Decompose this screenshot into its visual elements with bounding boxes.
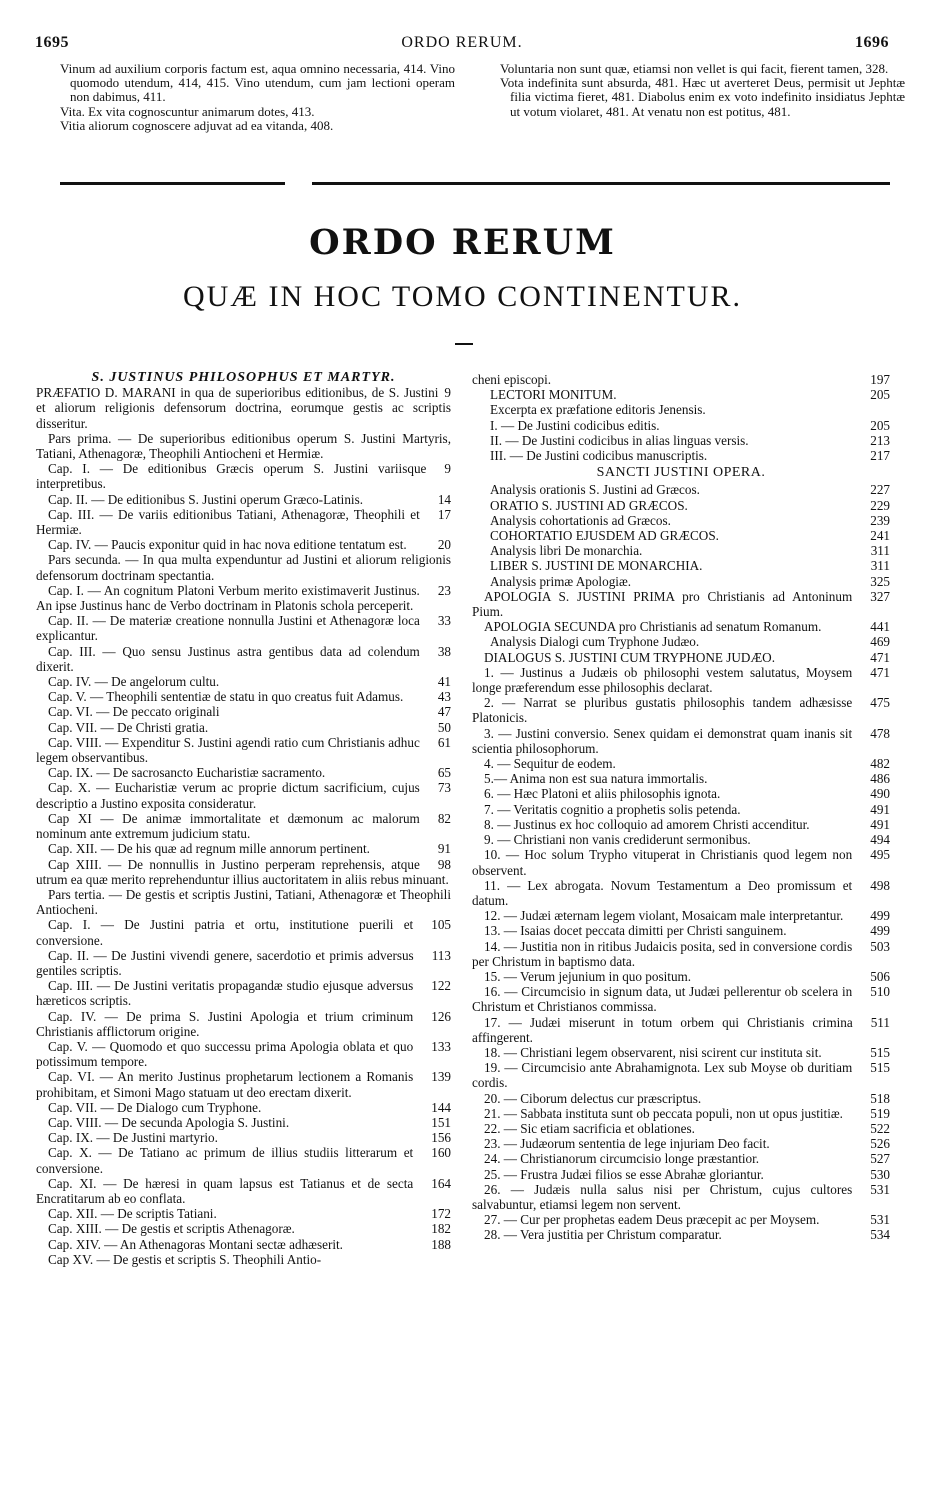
toc-page-number: 241 bbox=[870, 528, 890, 544]
page-subtitle: QUÆ IN HOC TOMO CONTINENTUR. bbox=[182, 280, 743, 313]
toc-entry-text: Cap XV. — De gestis et scriptis S. Theophili Antio- bbox=[48, 1251, 322, 1267]
toc-entry-text: Cap. VII. — De Christi gratia. bbox=[48, 719, 209, 735]
toc-entry bbox=[472, 695, 890, 725]
toc-entry-text: Pars tertia. — De gestis et scriptis Justini, Tatiani, Athenagoræ et Theophili Antiocheni. bbox=[36, 886, 451, 918]
toc-entry bbox=[472, 923, 890, 938]
toc-entry bbox=[36, 704, 451, 719]
toc-entry bbox=[36, 917, 451, 947]
toc-entry-text: Cap. VI. — De peccato originali bbox=[48, 704, 220, 720]
toc-right-column bbox=[472, 372, 890, 1243]
toc-entry bbox=[36, 1221, 451, 1236]
toc-entry bbox=[36, 1145, 451, 1175]
toc-page-number: 475 bbox=[870, 695, 890, 711]
toc-page-number: 482 bbox=[870, 756, 890, 772]
divider-rule-long bbox=[312, 182, 890, 185]
toc-entry-text: Cap. VIII. — Expenditur S. Justini agendi ratio cum Christianis adhuc legem observantibus. bbox=[36, 734, 420, 766]
toc-page-number: 50 bbox=[437, 719, 451, 735]
toc-entry bbox=[472, 650, 890, 665]
index-entry: Voluntaria non sunt quæ, etiamsi non vellet is qui facit, fierent tamen, 328. bbox=[500, 61, 889, 76]
toc-entry bbox=[472, 1045, 890, 1060]
toc-page-number: 531 bbox=[870, 1212, 890, 1228]
toc-entry-text: III. — De Justini codicibus manuscriptis. bbox=[490, 448, 708, 464]
toc-entry-text: Cap. VI. — An merito Justinus prophetarum lectionem a Romanis prohibitam, et Simoni Mago statuam ut deo erectam dixerit. bbox=[36, 1069, 414, 1100]
toc-page-number: 486 bbox=[870, 771, 890, 787]
toc-page-number: 172 bbox=[431, 1206, 451, 1222]
page-title: ORDO RERUM bbox=[309, 222, 616, 263]
toc-entry bbox=[472, 1106, 890, 1121]
toc-page-number: 23 bbox=[437, 582, 451, 598]
toc-entry-text: 17. — Judæi miserunt in totum orbem qui Christianis crimina affingerent. bbox=[472, 1014, 853, 1045]
toc-page-number: 227 bbox=[870, 482, 890, 498]
toc-page-number: 471 bbox=[870, 664, 890, 680]
index-entry: Vinum ad auxilium corporis factum est, aqua omnino necessaria, 414. Vino quomodo utendum, 414, 415. Vino utendum, cum jam lectioni operam non dabimus, 411. bbox=[60, 61, 455, 105]
toc-entry bbox=[36, 385, 451, 431]
toc-entry bbox=[472, 756, 890, 771]
toc-entry bbox=[36, 1237, 451, 1252]
toc-entry-text: LECTORI MONITUM. bbox=[490, 387, 617, 403]
section-divider bbox=[60, 182, 890, 188]
toc-entry-text: Cap. III. — Quo sensu Justinus astra gentibus data ad colendum dixerit. bbox=[36, 643, 420, 674]
toc-page-number: 38 bbox=[437, 643, 451, 659]
toc-entry-text: 28. — Vera justitia per Christum comparatur. bbox=[484, 1227, 722, 1243]
toc-entry bbox=[472, 1136, 890, 1151]
toc-page-number: 156 bbox=[431, 1130, 451, 1146]
toc-page-number: 519 bbox=[870, 1105, 890, 1121]
toc-page-number: 205 bbox=[870, 417, 890, 433]
toc-entry bbox=[472, 984, 890, 1014]
toc-entry bbox=[472, 528, 890, 543]
toc-entry bbox=[472, 1060, 890, 1090]
toc-page-number: 17 bbox=[437, 506, 451, 522]
toc-entry-text: 12. — Judæi æternam legem violant, Mosaicam male interpretantur. bbox=[484, 908, 844, 924]
top-right-column bbox=[500, 62, 905, 119]
toc-entry bbox=[36, 1100, 451, 1115]
toc-entry bbox=[36, 461, 451, 491]
toc-page-number: 498 bbox=[870, 877, 890, 893]
toc-page-number: 9 bbox=[444, 461, 451, 477]
toc-entry bbox=[472, 448, 890, 463]
toc-page-number: 160 bbox=[431, 1145, 451, 1161]
toc-page-number: 98 bbox=[437, 856, 451, 872]
top-left-column bbox=[60, 62, 455, 133]
toc-page-number: 151 bbox=[431, 1114, 451, 1130]
toc-page-number: 526 bbox=[870, 1136, 890, 1152]
toc-entry bbox=[36, 1130, 451, 1145]
toc-page-number: 205 bbox=[870, 387, 890, 403]
toc-entry-text: 5.— Anima non est sua natura immortalis. bbox=[484, 771, 708, 787]
toc-entry-text: 6. — Hæc Platoni et aliis philosophis ignota. bbox=[484, 786, 721, 802]
toc-entry bbox=[472, 433, 890, 448]
toc-entry bbox=[472, 726, 890, 756]
toc-entry bbox=[472, 402, 890, 417]
toc-page-number: 495 bbox=[870, 847, 890, 863]
toc-entry-text: Cap. XII. — De his quæ ad regnum mille annorum pertinent. bbox=[48, 841, 370, 857]
toc-entry-text: Cap. I. — De editionibus Græcis operum S. Justini variisque interpretibus. bbox=[36, 461, 427, 492]
toc-entry-text: Cap. VIII. — De secunda Apologia S. Justini. bbox=[48, 1114, 290, 1130]
toc-entry-text: Cap. IV. — Paucis exponitur quid in hac nova editione tentatum est. bbox=[48, 537, 407, 553]
toc-page-number: 182 bbox=[431, 1221, 451, 1237]
toc-entry-text: Analysis orationis S. Justini ad Græcos. bbox=[490, 482, 700, 498]
toc-entry bbox=[472, 1212, 890, 1227]
toc-entry-text: Analysis libri De monarchia. bbox=[490, 543, 643, 559]
toc-entry-text: Cap. IV. — De prima S. Justini Apologia et trium criminum Christianis afflictorum origine. bbox=[36, 1008, 414, 1039]
toc-page-number: 213 bbox=[870, 432, 890, 448]
toc-entry-text: Analysis cohortationis ad Græcos. bbox=[490, 512, 671, 528]
toc-entry bbox=[472, 558, 890, 573]
toc-page-number: 122 bbox=[431, 978, 451, 994]
toc-entry-text: Cap XI — De animæ immortalitate et dæmonum ac malorum nominum ante extremum judicium statu. bbox=[36, 810, 420, 842]
toc-page-number: 518 bbox=[870, 1090, 890, 1106]
toc-page-number: 73 bbox=[437, 780, 451, 796]
toc-page-number: 9 bbox=[444, 385, 451, 401]
toc-entry-text: Cap. V. — Quomodo et quo successu prima Apologia oblata et quo potissimum tempore. bbox=[36, 1038, 414, 1070]
toc-entry bbox=[472, 574, 890, 589]
toc-page-number: 144 bbox=[431, 1099, 451, 1115]
toc-entry-text: Cap. IX. — De Justini martyrio. bbox=[48, 1130, 218, 1146]
toc-page-number: 491 bbox=[870, 816, 890, 832]
toc-entry bbox=[472, 513, 890, 528]
toc-entry-text: Cap. X. — De Tatiano ac primum de illius studiis litterarum et conversione. bbox=[36, 1145, 414, 1176]
toc-page-number: 139 bbox=[431, 1069, 451, 1085]
toc-page-number: 33 bbox=[437, 613, 451, 629]
toc-entry-text: 3. — Justini conversio. Senex quidam ei demonstrat quam inanis sit scientia philosophorum. bbox=[472, 725, 853, 756]
toc-entry-text: 26. — Judæis nulla salus nisi per Christum, cujus cultores salvabuntur, etiamsi legem non servent. bbox=[472, 1181, 853, 1212]
toc-page-number: 65 bbox=[437, 765, 451, 781]
toc-entry bbox=[472, 786, 890, 801]
toc-page-number: 499 bbox=[870, 923, 890, 939]
toc-entry-text: Cap. IV. — De angelorum cultu. bbox=[48, 674, 220, 690]
toc-page-number: 311 bbox=[870, 558, 890, 574]
toc-page-number: 229 bbox=[870, 497, 890, 513]
toc-entry bbox=[472, 802, 890, 817]
toc-entry-text: 7. — Veritatis cognitio a prophetis solis petenda. bbox=[484, 801, 741, 817]
toc-entry-text: LIBER S. JUSTINI DE MONARCHIA. bbox=[490, 558, 703, 574]
toc-entry-text: Pars prima. — De superioribus editionibus operum S. Justini Martyris, Tatiani, Athenagoræ, Theophili Antiocheni et Hermiæ. bbox=[36, 430, 451, 462]
toc-entry bbox=[472, 372, 890, 387]
toc-page-number: 510 bbox=[870, 984, 890, 1000]
toc-page-number: 522 bbox=[870, 1120, 890, 1136]
toc-entry-text: Cap. XIV. — An Athenagoras Montani sectæ adhæserit. bbox=[48, 1236, 343, 1252]
toc-entry bbox=[36, 689, 451, 704]
toc-entry-text: 19. — Circumcisio ante Abrahamignota. Lex sub Moyse ob duritiam cordis. bbox=[472, 1060, 853, 1091]
toc-page-number: 515 bbox=[870, 1044, 890, 1060]
toc-entry bbox=[36, 735, 451, 765]
toc-page-number: 20 bbox=[437, 537, 451, 553]
toc-entry bbox=[472, 939, 890, 969]
toc-entry-text: 16. — Circumcisio in signum data, ut Judæi pellerentur ob scelera in Christum et Christianos commissa. bbox=[472, 984, 853, 1015]
toc-entry bbox=[472, 1182, 890, 1212]
toc-entry-text: 24. — Christianorum circumcisio longe præstantior. bbox=[484, 1151, 760, 1167]
toc-page-number: 490 bbox=[870, 786, 890, 802]
title-dash bbox=[455, 343, 473, 345]
toc-entry bbox=[36, 537, 451, 552]
toc-entry bbox=[36, 583, 451, 613]
toc-page-number: 531 bbox=[870, 1181, 890, 1197]
toc-entry-text: 27. — Cur per prophetas eadem Deus præcepit ac per Moysem. bbox=[484, 1212, 820, 1228]
toc-entry bbox=[36, 1069, 451, 1099]
toc-page-number: 499 bbox=[870, 908, 890, 924]
toc-page-number: 494 bbox=[870, 832, 890, 848]
toc-page-number: 469 bbox=[870, 634, 890, 650]
toc-entry bbox=[36, 1176, 451, 1206]
toc-entry bbox=[472, 543, 890, 558]
toc-entry-text: Cap. XII. — De scriptis Tatiani. bbox=[48, 1206, 217, 1222]
toc-entry bbox=[36, 948, 451, 978]
toc-entry-text: 14. — Justitia non in ritibus Judaicis posita, sed in conversione cordis per Christum in baptismo data. bbox=[472, 938, 853, 969]
toc-entry-text: Cap. I. — An cognitum Platoni Verbum merito existimaverit Justinus. An ipse Justinus hanc de Verbo doctrinam in Platonis schola perceperit. bbox=[36, 582, 420, 614]
toc-page-number: 82 bbox=[437, 810, 451, 826]
toc-page-number: 126 bbox=[431, 1008, 451, 1024]
toc-entry bbox=[472, 387, 890, 402]
toc-entry bbox=[472, 1091, 890, 1106]
toc-entry-text: 18. — Christiani legem observarent, nisi scirent cur instituta sit. bbox=[484, 1044, 822, 1060]
toc-left-column bbox=[36, 370, 451, 1267]
toc-entry-text: Analysis primæ Apologiæ. bbox=[490, 573, 632, 589]
toc-page-number: 217 bbox=[870, 448, 890, 464]
toc-entry-text: 4. — Sequitur de eodem. bbox=[484, 756, 616, 772]
toc-entry bbox=[472, 832, 890, 847]
running-title: ORDO RERUM. bbox=[401, 34, 523, 51]
toc-entry bbox=[472, 1121, 890, 1136]
toc-entry-text: ORATIO S. JUSTINI AD GRÆCOS. bbox=[490, 497, 688, 513]
toc-page-number: 491 bbox=[870, 801, 890, 817]
toc-page-number: 164 bbox=[431, 1175, 451, 1191]
toc-entry bbox=[472, 817, 890, 832]
toc-page-number: 41 bbox=[437, 674, 451, 690]
toc-entry-text: 13. — Isaias docet peccata dimitti per Christi sanguinem. bbox=[484, 923, 787, 939]
toc-page-number: 325 bbox=[870, 573, 890, 589]
toc-entry bbox=[36, 887, 451, 917]
toc-entry-text: Cap. VII. — De Dialogo cum Tryphone. bbox=[48, 1099, 262, 1115]
toc-entry bbox=[36, 1009, 451, 1039]
toc-entry-text: I. — De Justini codicibus editis. bbox=[490, 417, 660, 433]
section-heading: SANCTI JUSTINI OPERA. bbox=[596, 465, 766, 481]
toc-entry-text: 22. — Sic etiam sacrificia et oblationes. bbox=[484, 1120, 695, 1136]
toc-entry bbox=[472, 665, 890, 695]
toc-entry-text: 15. — Verum jejunium in quo positum. bbox=[484, 968, 692, 984]
page-number-right: 1696 bbox=[855, 34, 889, 51]
toc-entry bbox=[36, 674, 451, 689]
toc-entry bbox=[36, 1252, 451, 1267]
toc-entry bbox=[36, 857, 451, 887]
toc-page-number: 311 bbox=[870, 543, 890, 559]
toc-entry bbox=[472, 969, 890, 984]
section-heading: S. JUSTINUS PHILOSOPHUS ET MARTYR. bbox=[91, 370, 396, 385]
toc-entry bbox=[36, 644, 451, 674]
index-entry: Vita. Ex vita cognoscuntur animarum dotes, 413. bbox=[60, 103, 315, 119]
toc-entry-text: DIALOGUS S. JUSTINI CUM TRYPHONE JUDÆO. bbox=[484, 649, 776, 665]
toc-page-number: 61 bbox=[437, 734, 451, 750]
toc-page-number: 133 bbox=[431, 1038, 451, 1054]
toc-page-number: 113 bbox=[431, 947, 451, 963]
toc-entry-text: Cap. III. — De Justini veritatis propagandæ studio ejusque adversus hæreticos scriptis. bbox=[36, 978, 414, 1009]
toc-entry-text: 23. — Judæorum sententia de lege injuriam Deo facit. bbox=[484, 1136, 770, 1152]
toc-entry-text: Pars secunda. — In qua multa expenduntur ad Justini et aliorum religionis defensorum doctrinam spectantia. bbox=[36, 552, 451, 583]
toc-entry-text: Cap. X. — Eucharistiæ verum ac proprie dictum sacrificium, cujus descriptio a Justino exposita consideratur. bbox=[36, 780, 420, 811]
toc-entry bbox=[472, 482, 890, 497]
toc-page-number: 14 bbox=[437, 491, 451, 507]
toc-entry bbox=[472, 908, 890, 923]
toc-entry-text: Cap. III. — De variis editionibus Tatiani, Athenagoræ, Theophili et Hermiæ. bbox=[36, 506, 420, 538]
toc-page-number: 43 bbox=[437, 689, 451, 705]
toc-entry-text: 1. — Justinus a Judæis ob philosophi vestem salutatus, Moysem longe præferendum esse philosophis declarat. bbox=[472, 664, 853, 696]
toc-page-number: 188 bbox=[431, 1236, 451, 1252]
previous-index-continuation bbox=[60, 62, 908, 166]
toc-entry bbox=[36, 978, 451, 1008]
toc-entry bbox=[472, 619, 890, 634]
toc-entry-text: 20. — Ciborum delectus cur præscriptus. bbox=[484, 1090, 702, 1106]
toc-entry-text: Cap. II. — De Justini vivendi genere, sacerdotio et primis adversus gentiles scriptis. bbox=[36, 947, 414, 978]
toc-entry bbox=[472, 498, 890, 513]
toc-entry-text: PRÆFATIO D. MARANI in qua de superioribus editionibus, de S. Justini et aliorum religionis defensorum doctrina, eorumque gestis ac scriptis disseritur. bbox=[36, 385, 451, 431]
toc-entry-text: Cap. I. — De Justini patria et ortu, institutione puerili et conversione. bbox=[36, 917, 414, 948]
toc-page-number: 47 bbox=[437, 704, 451, 720]
toc-entry bbox=[36, 552, 451, 582]
toc-entry bbox=[472, 418, 890, 433]
index-entry: Vitia aliorum cognoscere adjuvat ad ea vitanda, 408. bbox=[60, 117, 334, 133]
toc-entry-text: Cap. II. — De editionibus S. Justini operum Græco-Latinis. bbox=[48, 491, 363, 507]
toc-page-number: 197 bbox=[870, 372, 890, 387]
toc-entry-text: 10. — Hoc solum Trypho vituperat in Christianis quod legem non observent. bbox=[472, 847, 853, 878]
toc-page-number: 527 bbox=[870, 1151, 890, 1167]
toc-entry-text: 11. — Lex abrogata. Novum Testamentum a Deo promissum et datum. bbox=[472, 877, 853, 908]
toc-page-number: 511 bbox=[870, 1014, 890, 1030]
toc-entry-text: Excerpta ex præfatione editoris Jenensis. bbox=[490, 402, 706, 418]
toc-entry-text: COHORTATIO EJUSDEM AD GRÆCOS. bbox=[490, 528, 719, 544]
toc-entry-text: 21. — Sabbata instituta sunt ob peccata populi, non ut opus justitiæ. bbox=[484, 1105, 843, 1121]
toc-page-number: 327 bbox=[870, 588, 890, 604]
toc-entry bbox=[472, 771, 890, 786]
page-number-left: 1695 bbox=[35, 34, 69, 51]
toc-entry bbox=[36, 613, 451, 643]
toc-entry-text: II. — De Justini codicibus in alias linguas versis. bbox=[490, 432, 749, 448]
toc-page-number: 105 bbox=[431, 917, 451, 933]
page-header bbox=[35, 34, 889, 56]
toc-entry bbox=[36, 507, 451, 537]
toc-entry-text: Cap. XI. — De hæresi in quam lapsus est Tatianus et de secta Encratitarum ab eo conflata. bbox=[36, 1175, 414, 1206]
toc-page-number: 239 bbox=[870, 512, 890, 528]
toc-entry-text: APOLOGIA SECUNDA pro Christianis ad senatum Romanum. bbox=[484, 619, 822, 635]
toc-entry bbox=[36, 1206, 451, 1221]
toc-entry bbox=[36, 720, 451, 735]
toc-entry-text: 9. — Christiani non vanis crediderunt sermonibus. bbox=[484, 832, 751, 848]
index-entry: Vota indefinita sunt absurda, 481. Hæc ut averteret Deus, permisit ut Jephtæ filia victima fieret, 481. Diabolus enim ex voto indefinito insidiatus Jephtæ ut votum violaret, 481. At venatu non est potitus, 481. bbox=[500, 75, 905, 119]
toc-entry-text: Analysis Dialogi cum Tryphone Judæo. bbox=[490, 634, 700, 650]
toc-page-number: 91 bbox=[437, 841, 451, 857]
toc-entry-text: cheni episcopi. bbox=[472, 372, 552, 387]
toc-entry bbox=[472, 878, 890, 908]
toc-entry-text: 8. — Justinus ex hoc colloquio ad amorem Christi accenditur. bbox=[484, 816, 810, 832]
toc-entry-text: 2. — Narrat se pluribus gustatis philosophis tandem adhæsisse Platonicis. bbox=[472, 695, 853, 726]
toc-entry bbox=[472, 634, 890, 649]
toc-page-number: 471 bbox=[870, 649, 890, 665]
toc-entry-text: Cap XIII. — De nonnullis in Justino perperam reprehensis, atque utrum ea quæ merito reprehenduntur illius auctoritatem in aliis rebus minuant. bbox=[36, 856, 449, 887]
toc-entry-text: 25. — Frustra Judæi filios se esse Abrahæ gloriantur. bbox=[484, 1166, 764, 1182]
toc-entry bbox=[472, 1151, 890, 1166]
toc-entry-text: Cap. II. — De materiæ creatione nonnulla Justini et Athenagoræ loca explicantur. bbox=[36, 613, 420, 644]
toc-page-number: 478 bbox=[870, 725, 890, 741]
toc-entry bbox=[36, 1039, 451, 1069]
toc-entry bbox=[36, 780, 451, 810]
toc-entry-text: Cap. XIII. — De gestis et scriptis Athenagoræ. bbox=[48, 1221, 295, 1237]
toc-entry bbox=[472, 1015, 890, 1045]
toc-page-number: 441 bbox=[870, 619, 890, 635]
toc-entry-text: Cap. V. — Theophili sententiæ de statu in quo creatus fuit Adamus. bbox=[48, 689, 404, 705]
toc-entry bbox=[36, 841, 451, 856]
toc-entry-text: Cap. IX. — De sacrosancto Eucharistiæ sacramento. bbox=[48, 765, 326, 781]
toc-page-number: 515 bbox=[870, 1060, 890, 1076]
toc-entry bbox=[472, 589, 890, 619]
toc-entry-text: APOLOGIA S. JUSTINI PRIMA pro Christianis ad Antoninum Pium. bbox=[472, 588, 853, 620]
toc-entry bbox=[36, 765, 451, 780]
toc-page-number: 534 bbox=[870, 1227, 890, 1243]
toc-entry bbox=[472, 1227, 890, 1242]
toc-entry bbox=[36, 811, 451, 841]
toc-page-number: 530 bbox=[870, 1166, 890, 1182]
toc-page-number: 506 bbox=[870, 968, 890, 984]
toc-entry bbox=[472, 1167, 890, 1182]
toc-entry bbox=[472, 847, 890, 877]
toc-entry bbox=[36, 492, 451, 507]
toc-entry bbox=[36, 1115, 451, 1130]
divider-rule-short bbox=[60, 182, 285, 185]
toc-page-number: 503 bbox=[870, 938, 890, 954]
toc-entry bbox=[36, 431, 451, 461]
